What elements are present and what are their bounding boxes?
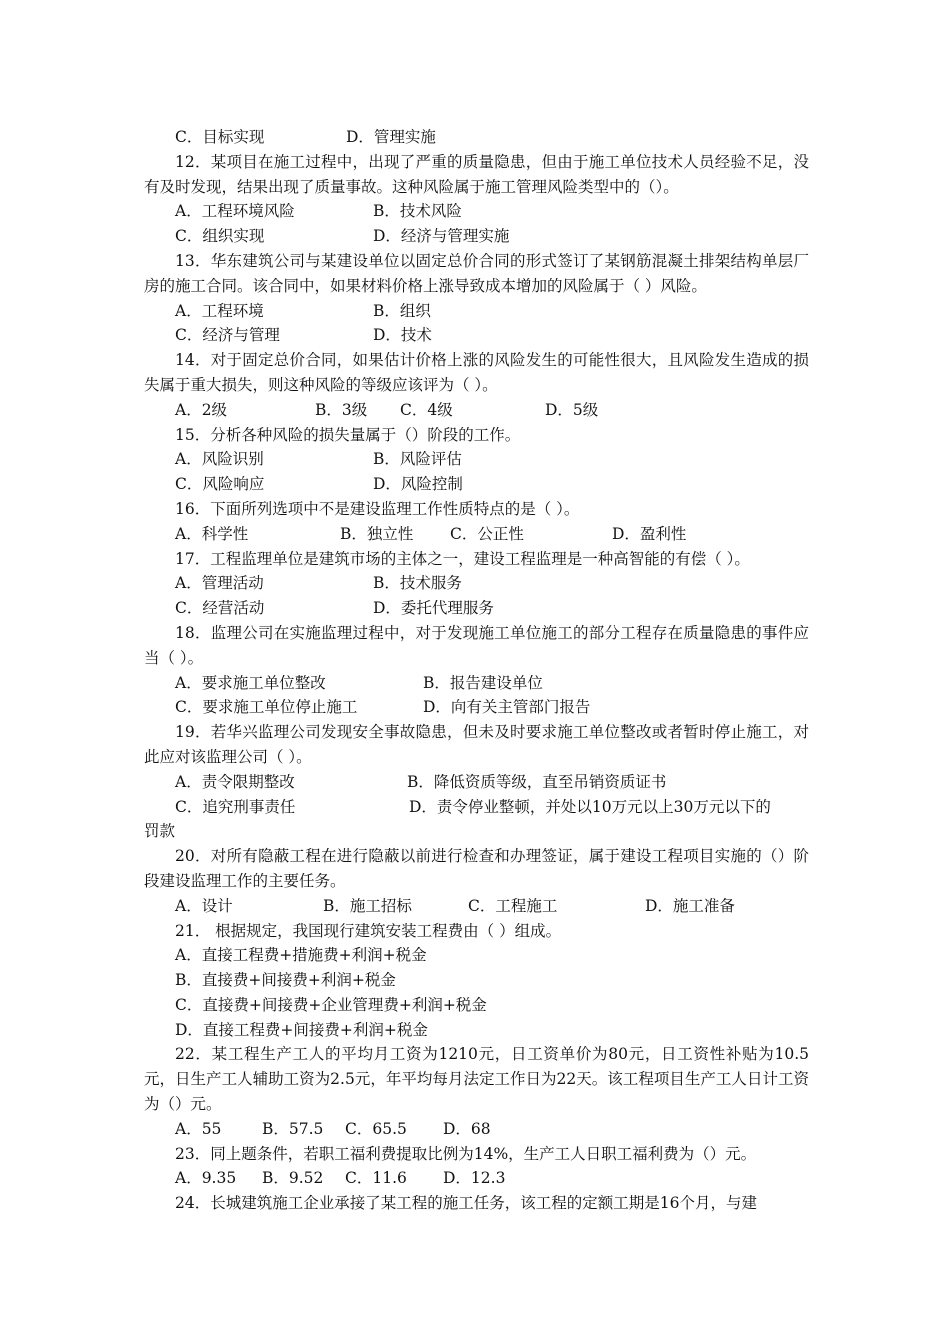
question-stem: 13．华东建筑公司与某建设单位以固定总价合同的形式签订了某钢筋混凝土排架结构单层厂房的施工合同。该合同中，如果材料价格上涨导致成本增加的风险属于（ ）风险。 bbox=[144, 251, 809, 295]
question-stem: 23．同上题条件，若职工福利费提取比例为14%，生产工人日职工福利费为（）元。 bbox=[175, 1144, 757, 1163]
option: A．2级 bbox=[175, 400, 228, 419]
question-stem: 17．工程监理单位是建筑市场的主体之一，建设工程监理是一种高智能的有偿（ ）。 bbox=[175, 549, 750, 568]
option: A．科学性 bbox=[175, 524, 249, 543]
option: C．公正性 bbox=[450, 524, 524, 543]
option-row bbox=[144, 770, 809, 795]
option: C．经济与管理 bbox=[175, 326, 280, 345]
option: B．技术风险 bbox=[373, 202, 462, 221]
option: C．要求施工单位停止施工 bbox=[175, 698, 358, 717]
option: A．9.35 bbox=[175, 1169, 237, 1188]
option: B．独立性 bbox=[340, 524, 414, 543]
question-stem: 22．某工程生产工人的平均月工资为1210元，日工资单价为80元，日工资性补贴为10.5元，日生产工人辅助工资为2.5元，年平均每月法定工作日为22天。该工程项目生产工人日计工资为（）元。 bbox=[144, 1045, 809, 1114]
option: D．责令停业整顿，并处以10万元以上30万元以下的 bbox=[409, 797, 771, 816]
option: A．管理活动 bbox=[175, 574, 264, 593]
option: A．设计 bbox=[175, 896, 233, 915]
option-row bbox=[144, 695, 809, 720]
option: D．68 bbox=[443, 1119, 491, 1138]
option-row bbox=[144, 671, 809, 696]
question-stem: 12．某项目在施工过程中，出现了严重的质量隐患，但由于施工单位技术人员经验不足，没有及时发现，结果出现了质量事故。这种风险属于施工管理风险类型中的（）。 bbox=[144, 152, 809, 196]
option-row bbox=[144, 1117, 809, 1142]
question-stem: 20．对所有隐蔽工程在进行隐蔽以前进行检查和办理签证，属于建设工程项目实施的（）阶段建设监理工作的主要任务。 bbox=[144, 847, 809, 890]
option: B．3级 bbox=[315, 400, 368, 419]
option: A．直接工程费+措施费+利润+税金 bbox=[175, 946, 427, 965]
option: A．风险识别 bbox=[175, 450, 264, 469]
option: C．工程施工 bbox=[468, 896, 558, 915]
option-row bbox=[144, 199, 809, 224]
option-row bbox=[144, 447, 809, 472]
option: D．直接工程费+间接费+利润+税金 bbox=[175, 1020, 428, 1039]
option: C．4级 bbox=[400, 400, 453, 419]
option: D．技术 bbox=[373, 326, 432, 345]
question-stem: 24．长城建筑施工企业承接了某工程的施工任务，该工程的定额工期是16个月，与建 bbox=[175, 1194, 757, 1213]
document-body bbox=[144, 125, 809, 1216]
option: C．11.6 bbox=[345, 1169, 407, 1188]
option: C．追究刑事责任 bbox=[175, 797, 296, 816]
option: D．5级 bbox=[545, 400, 599, 419]
option: C．组织实现 bbox=[175, 227, 265, 246]
option: A．工程环境 bbox=[175, 301, 264, 320]
question-stem: 16．下面所列选项中不是建设监理工作性质特点的是（ ）。 bbox=[175, 499, 580, 518]
question-stem: 21． 根据规定，我国现行建筑安装工程费由（ ）组成。 bbox=[175, 921, 562, 940]
option-row bbox=[144, 1166, 809, 1191]
option: C．风险响应 bbox=[175, 475, 265, 494]
option: D．风险控制 bbox=[373, 475, 463, 494]
option: B．技术服务 bbox=[373, 574, 462, 593]
option-row bbox=[144, 894, 809, 919]
option-continuation: 罚款 bbox=[144, 822, 176, 841]
option-row bbox=[144, 398, 809, 423]
option: C．65.5 bbox=[345, 1119, 407, 1138]
option-row bbox=[144, 596, 809, 621]
option: B．组织 bbox=[373, 301, 431, 320]
question-stem: 19．若华兴监理公司发现安全事故隐患，但未及时要求施工单位整改或者暂时停止施工，对此应对该监理公司（ ）。 bbox=[144, 723, 809, 766]
option: B．9.52 bbox=[262, 1169, 324, 1188]
option: B．直接费+间接费+利润+税金 bbox=[175, 971, 396, 990]
option-row bbox=[144, 323, 809, 348]
option: C．直接费+间接费+企业管理费+利润+税金 bbox=[175, 995, 487, 1014]
option: C．目标实现 bbox=[175, 128, 265, 146]
option-row bbox=[144, 571, 809, 596]
option-row bbox=[144, 224, 809, 249]
option: D．经济与管理实施 bbox=[373, 227, 510, 246]
question-stem: 18．监理公司在实施监理过程中，对于发现施工单位施工的部分工程存在质量隐患的事件应当（ ）。 bbox=[144, 623, 809, 667]
option: D．12.3 bbox=[443, 1169, 506, 1188]
option-row bbox=[144, 522, 809, 547]
option: D．盈利性 bbox=[612, 524, 687, 543]
question-stem: 14．对于固定总价合同，如果估计价格上涨的风险发生的可能性很大，且风险发生造成的损失属于重大损失，则这种风险的等级应该评为（ ）。 bbox=[144, 351, 809, 394]
option: A．责令限期整改 bbox=[175, 772, 295, 791]
option: B．施工招标 bbox=[323, 896, 412, 915]
option: A．55 bbox=[175, 1119, 222, 1138]
option-row bbox=[144, 299, 809, 324]
option: D．施工准备 bbox=[645, 896, 735, 915]
option: A．要求施工单位整改 bbox=[175, 673, 326, 692]
option: D．委托代理服务 bbox=[373, 599, 494, 618]
option: B．风险评估 bbox=[373, 450, 462, 469]
option: D．向有关主管部门报告 bbox=[423, 698, 591, 717]
option: A．工程环境风险 bbox=[175, 202, 295, 221]
option-row bbox=[144, 125, 809, 150]
option: B．报告建设单位 bbox=[423, 673, 543, 692]
option: B．57.5 bbox=[262, 1119, 324, 1138]
option-row bbox=[144, 472, 809, 497]
option: C．经营活动 bbox=[175, 599, 265, 618]
option: B．降低资质等级，直至吊销资质证书 bbox=[407, 772, 667, 791]
option: D．管理实施 bbox=[346, 128, 436, 146]
question-stem: 15．分析各种风险的损失量属于（）阶段的工作。 bbox=[175, 425, 521, 444]
option-row-wrapped bbox=[144, 795, 809, 845]
